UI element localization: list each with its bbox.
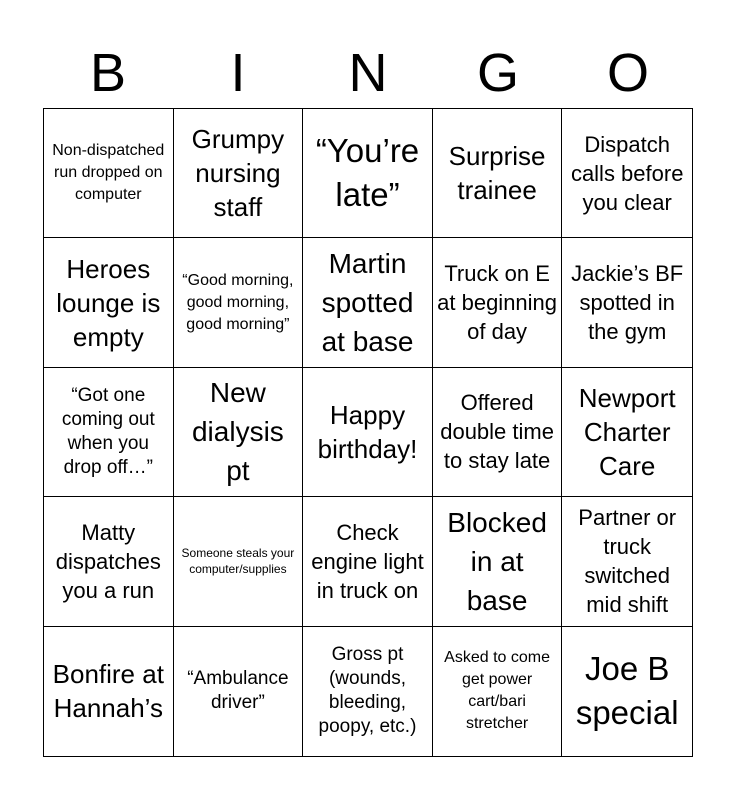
cell-label: Gross pt (wounds, bleeding, poopy, etc.) — [318, 644, 417, 738]
bingo-cell[interactable] — [562, 497, 692, 626]
bingo-cell[interactable] — [562, 368, 692, 497]
cell-label: Happy birthday! — [317, 399, 418, 464]
bingo-cell[interactable] — [433, 368, 563, 497]
bingo-cell[interactable] — [433, 109, 563, 238]
cell-label: Newport Charter Care — [578, 382, 676, 481]
bingo-cell[interactable] — [303, 368, 433, 497]
bingo-cell[interactable] — [562, 627, 692, 756]
bingo-cell[interactable] — [562, 238, 692, 367]
cell-label: Grumpy nursing staff — [191, 124, 285, 223]
bingo-cell[interactable] — [44, 627, 174, 756]
cell-label: Jackie’s BF spotted in the gym — [571, 261, 684, 345]
bingo-cell[interactable] — [433, 238, 563, 367]
bingo-cell[interactable] — [174, 238, 304, 367]
bingo-cell[interactable] — [174, 497, 304, 626]
cell-label: Joe B special — [575, 650, 679, 732]
header-letter-n: N — [348, 43, 388, 103]
bingo-cell[interactable] — [174, 109, 304, 238]
bingo-cell[interactable] — [44, 109, 174, 238]
bingo-cell[interactable] — [44, 368, 174, 497]
cell-label: Truck on E at beginning of day — [437, 261, 558, 345]
cell-label: Check engine light in truck on — [311, 519, 424, 603]
cell-label: “Ambulance driver” — [187, 668, 289, 714]
bingo-cell[interactable] — [303, 109, 433, 238]
cell-label: “Got one coming out when you drop off…” — [61, 384, 155, 478]
cell-label: Heroes lounge is empty — [56, 253, 161, 352]
bingo-cell[interactable] — [303, 627, 433, 756]
bingo-cell[interactable] — [303, 497, 433, 626]
bingo-cell[interactable] — [44, 238, 174, 367]
bingo-cell[interactable] — [433, 627, 563, 756]
cell-label: Offered double time to stay late — [440, 390, 554, 474]
bingo-cell[interactable] — [174, 627, 304, 756]
cell-label: Non-dispatched run dropped on computer — [52, 142, 165, 204]
header-letter-b: B — [89, 43, 127, 103]
cell-label: “Good morning, good morning, good morning” — [182, 271, 294, 333]
header-letter-i: I — [230, 43, 246, 103]
cell-label: “You’re late” — [315, 132, 420, 214]
bingo-header — [43, 40, 693, 106]
cell-label: New dialysis pt — [191, 377, 284, 487]
cell-label: Martin spotted at base — [321, 248, 414, 358]
cell-label: Surprise trainee — [448, 141, 546, 206]
cell-label: Blocked in at base — [447, 506, 547, 616]
cell-label: Matty dispatches you a run — [55, 519, 161, 603]
bingo-cell[interactable] — [303, 238, 433, 367]
cell-label: Partner or truck switched mid shift — [578, 505, 677, 618]
cell-label: Bonfire at Hannah’s — [52, 659, 164, 724]
bingo-cell[interactable] — [174, 368, 304, 497]
cell-label: Dispatch calls before you clear — [570, 131, 684, 215]
cell-label: Asked to come get power cart/bari stretcher — [444, 649, 550, 733]
header-letter-g: G — [476, 43, 519, 103]
bingo-cell[interactable] — [44, 497, 174, 626]
header-letter-o: O — [606, 43, 649, 103]
bingo-cell[interactable] — [433, 497, 563, 626]
cell-label: Someone steals your computer/supplies — [181, 546, 295, 577]
bingo-board — [43, 108, 693, 757]
bingo-cell[interactable] — [562, 109, 692, 238]
